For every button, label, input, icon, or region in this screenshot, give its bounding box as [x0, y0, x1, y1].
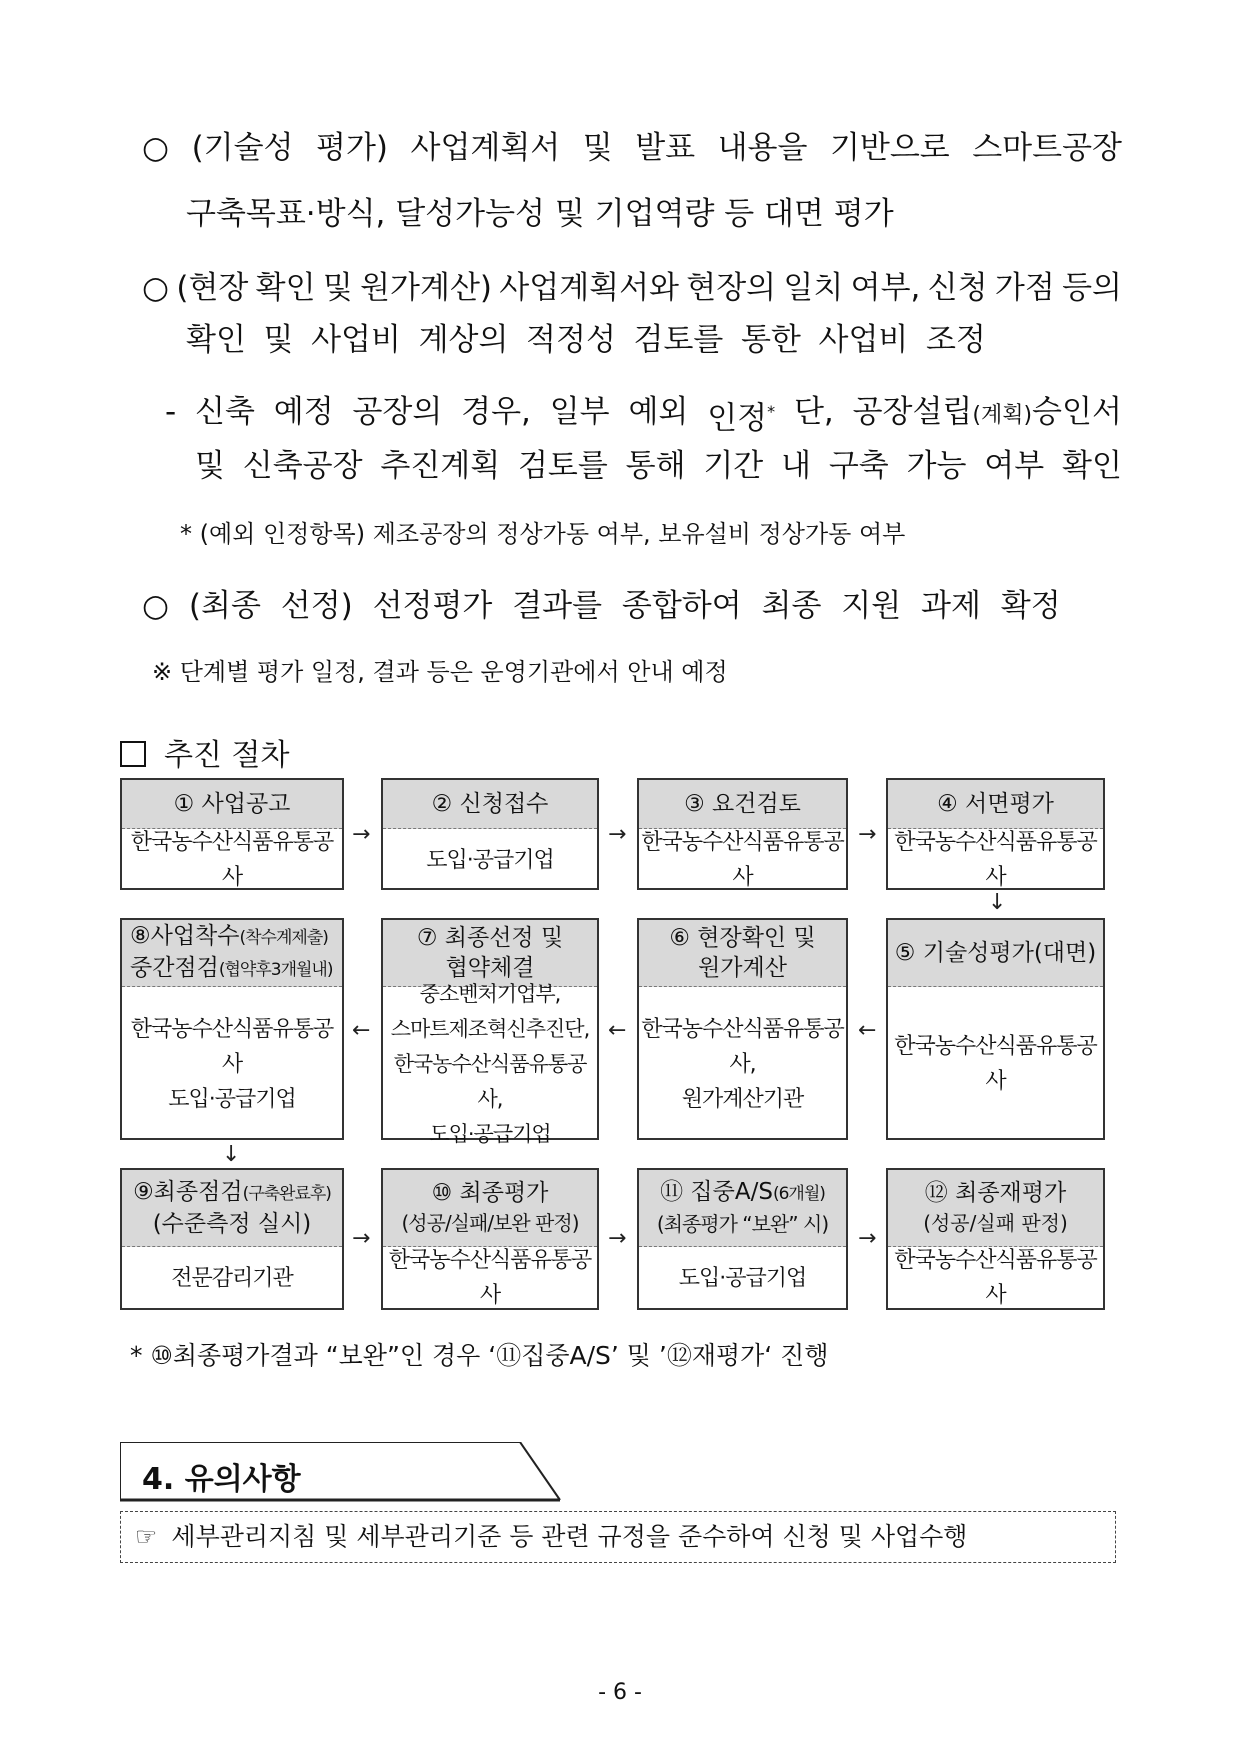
- word: 검토를: [517, 448, 608, 484]
- word: 확인: [186, 322, 246, 358]
- step-header: ② 신청접수: [383, 780, 597, 829]
- word: -: [165, 394, 177, 430]
- arrow-down-icon: ↓: [222, 1142, 241, 1167]
- word: 단,: [793, 394, 834, 430]
- footnote-marker: *: [767, 402, 776, 421]
- word: 확인: [255, 270, 316, 306]
- word: 인정*: [707, 400, 776, 437]
- step-body: 한국농수산식품유통공사 도입·공급기업: [130, 1016, 334, 1112]
- word: 기간: [703, 448, 764, 484]
- planning-note: (계획): [972, 403, 1033, 428]
- step-5-box: [886, 918, 1105, 1140]
- arrow-left-icon: ←: [608, 1018, 627, 1043]
- schedule-note: ※ 단계별 평가 일정, 결과 등은 운영기관에서 안내 예정: [152, 658, 728, 686]
- word: 및: [263, 322, 294, 358]
- word: 현장의: [686, 270, 777, 306]
- square-bullet-icon: [120, 741, 146, 767]
- word: 구축: [828, 448, 889, 484]
- word: 일부: [549, 394, 610, 430]
- arrow-down-icon: ↓: [988, 890, 1007, 915]
- step-9-box: [120, 1168, 344, 1310]
- para2-line1: [142, 268, 1122, 308]
- word: 신축: [195, 394, 255, 430]
- word: 일치: [783, 270, 844, 306]
- step-header: ① 사업공고: [122, 780, 342, 829]
- word: 가점: [994, 270, 1055, 306]
- word: 공장의: [352, 394, 443, 430]
- word: 기반으로: [829, 130, 950, 166]
- word: 사업비: [311, 322, 401, 358]
- word: 스마트공장: [972, 130, 1122, 166]
- word: 경우,: [461, 394, 531, 430]
- para1-line1: [142, 128, 1122, 168]
- word: 검토를: [633, 322, 724, 358]
- procedure-heading: 추진 절차: [120, 730, 289, 774]
- word: 및: [195, 448, 225, 484]
- procedure-footnote: * ⑩최종평가결과 “보완”인 경우 ‘⑪집중A/S’ 및 ’⑫재평가‘ 진행: [130, 1341, 829, 1370]
- para4: ○ (최종 선정) 선정평가 결과를 종합하여 최종 지원 과제 확정: [142, 588, 1061, 624]
- step-3-box: [637, 778, 848, 890]
- step-body: 중소벤처기업부, 스마트제조혁신추진단, 한국농수산식품유통공사, 도입·공급기업: [390, 981, 590, 1146]
- step-body: 한국농수산식품유통공사: [894, 830, 1097, 890]
- step-7-box: [381, 918, 599, 1146]
- step-body: 한국농수산식품유통공사: [388, 1248, 592, 1308]
- step-2-box: [381, 778, 599, 890]
- step-header: ⑦ 최종선정 및 협약체결: [383, 920, 597, 987]
- word: (현장: [176, 270, 249, 306]
- step-header: ⑪ 집중A/S(6개월) (최종평가 “보완” 시): [639, 1170, 846, 1247]
- word: 통해: [625, 448, 686, 484]
- arrow-right-icon: →: [858, 822, 877, 847]
- step-header: ④ 서면평가: [888, 780, 1103, 829]
- word: 계상의: [418, 322, 509, 358]
- arrow-right-icon: →: [608, 1226, 627, 1251]
- word: 신축공장: [242, 448, 363, 484]
- step-10-box: [381, 1168, 599, 1310]
- word: 가능: [906, 448, 967, 484]
- arrow-right-icon: →: [858, 1226, 877, 1251]
- word: 신청: [927, 270, 988, 306]
- word: 발표: [635, 130, 696, 166]
- word: 여부,: [850, 270, 921, 306]
- step-header: ⑩ 최종평가 (성공/실패/보완 판정): [383, 1170, 597, 1247]
- step-body: 한국농수산식품유통공사: [894, 1248, 1097, 1308]
- step-body: 도입·공급기업: [678, 1265, 807, 1291]
- step-body: 전문감리기관: [171, 1265, 293, 1291]
- arrow-right-icon: →: [352, 822, 371, 847]
- word: 예정: [273, 394, 334, 430]
- word: 통한: [740, 322, 801, 358]
- word: 적정성: [526, 322, 616, 358]
- pointing-hand-icon: ☞: [135, 1522, 158, 1551]
- step-header: ⑤ 기술성평가(대면): [888, 920, 1103, 987]
- word: ○: [142, 270, 170, 306]
- word: 확인: [1062, 448, 1122, 484]
- arrow-right-icon: →: [608, 822, 627, 847]
- word: 평가): [316, 130, 388, 166]
- step-header: ③ 요건검토: [639, 780, 846, 829]
- para2-line2: [186, 320, 986, 360]
- word: 등의: [1062, 270, 1122, 306]
- page-number: - 6 -: [598, 1680, 642, 1705]
- section4-title: 4. 유의사항: [120, 1442, 565, 1502]
- word: 및: [322, 270, 353, 306]
- word: 사업계획서: [410, 130, 561, 166]
- word: ○: [142, 130, 170, 166]
- step-header: ⑨최종점검(구축완료후) (수준측정 실시): [122, 1170, 342, 1247]
- word: 사업비: [818, 322, 909, 358]
- word: 내용을: [717, 130, 808, 166]
- step-header: ⑫ 최종재평가 (성공/실패 판정): [888, 1170, 1103, 1247]
- word: 원가계산): [360, 270, 492, 306]
- arrow-left-icon: ←: [352, 1018, 371, 1043]
- step-1-box: [120, 778, 344, 890]
- word: (기술성: [191, 130, 294, 166]
- step-body: 도입·공급기업: [426, 847, 554, 873]
- notice-box: [120, 1511, 1116, 1563]
- word: 추진계획: [380, 448, 501, 484]
- word: 및: [582, 130, 613, 166]
- notice-text: 세부관리지침 및 세부관리기준 등 관련 규정을 준수하여 신청 및 사업수행: [171, 1522, 968, 1551]
- step-body: 한국농수산식품유통공사, 원가계산기관: [641, 1016, 844, 1112]
- step-8-box: [120, 918, 344, 1140]
- step-4-box: [886, 778, 1105, 890]
- step-header: ⑧사업착수(착수계제출) 중간점검(협약후3개월내): [122, 920, 342, 987]
- arrow-right-icon: →: [352, 1226, 371, 1251]
- para3-line2: [195, 446, 1122, 486]
- para3-line1: [165, 392, 1122, 438]
- word: 공장설립(계획)승인서: [852, 394, 1122, 430]
- step-body: 한국농수산식품유통공사: [641, 830, 844, 890]
- word: 예외: [628, 394, 689, 430]
- word: 내: [781, 448, 812, 484]
- step-12-box: [886, 1168, 1105, 1310]
- arrow-left-icon: ←: [858, 1018, 877, 1043]
- step-body: 한국농수산식품유통공사: [130, 830, 334, 890]
- word: 조정: [925, 322, 986, 358]
- step-6-box: [637, 918, 848, 1140]
- para1-line2: 구축목표·방식, 달성가능성 및 기업역량 등 대면 평가: [186, 196, 894, 232]
- step-header: ⑥ 현장확인 및 원가계산: [639, 920, 846, 987]
- word: 사업계획서와: [499, 270, 679, 306]
- step-11-box: [637, 1168, 848, 1310]
- step-body: 한국농수산식품유통공사: [894, 1034, 1097, 1094]
- footnote-exception: * (예외 인정항목) 제조공장의 정상가동 여부, 보유설비 정상가동 여부: [180, 520, 906, 548]
- word: 여부: [984, 448, 1045, 484]
